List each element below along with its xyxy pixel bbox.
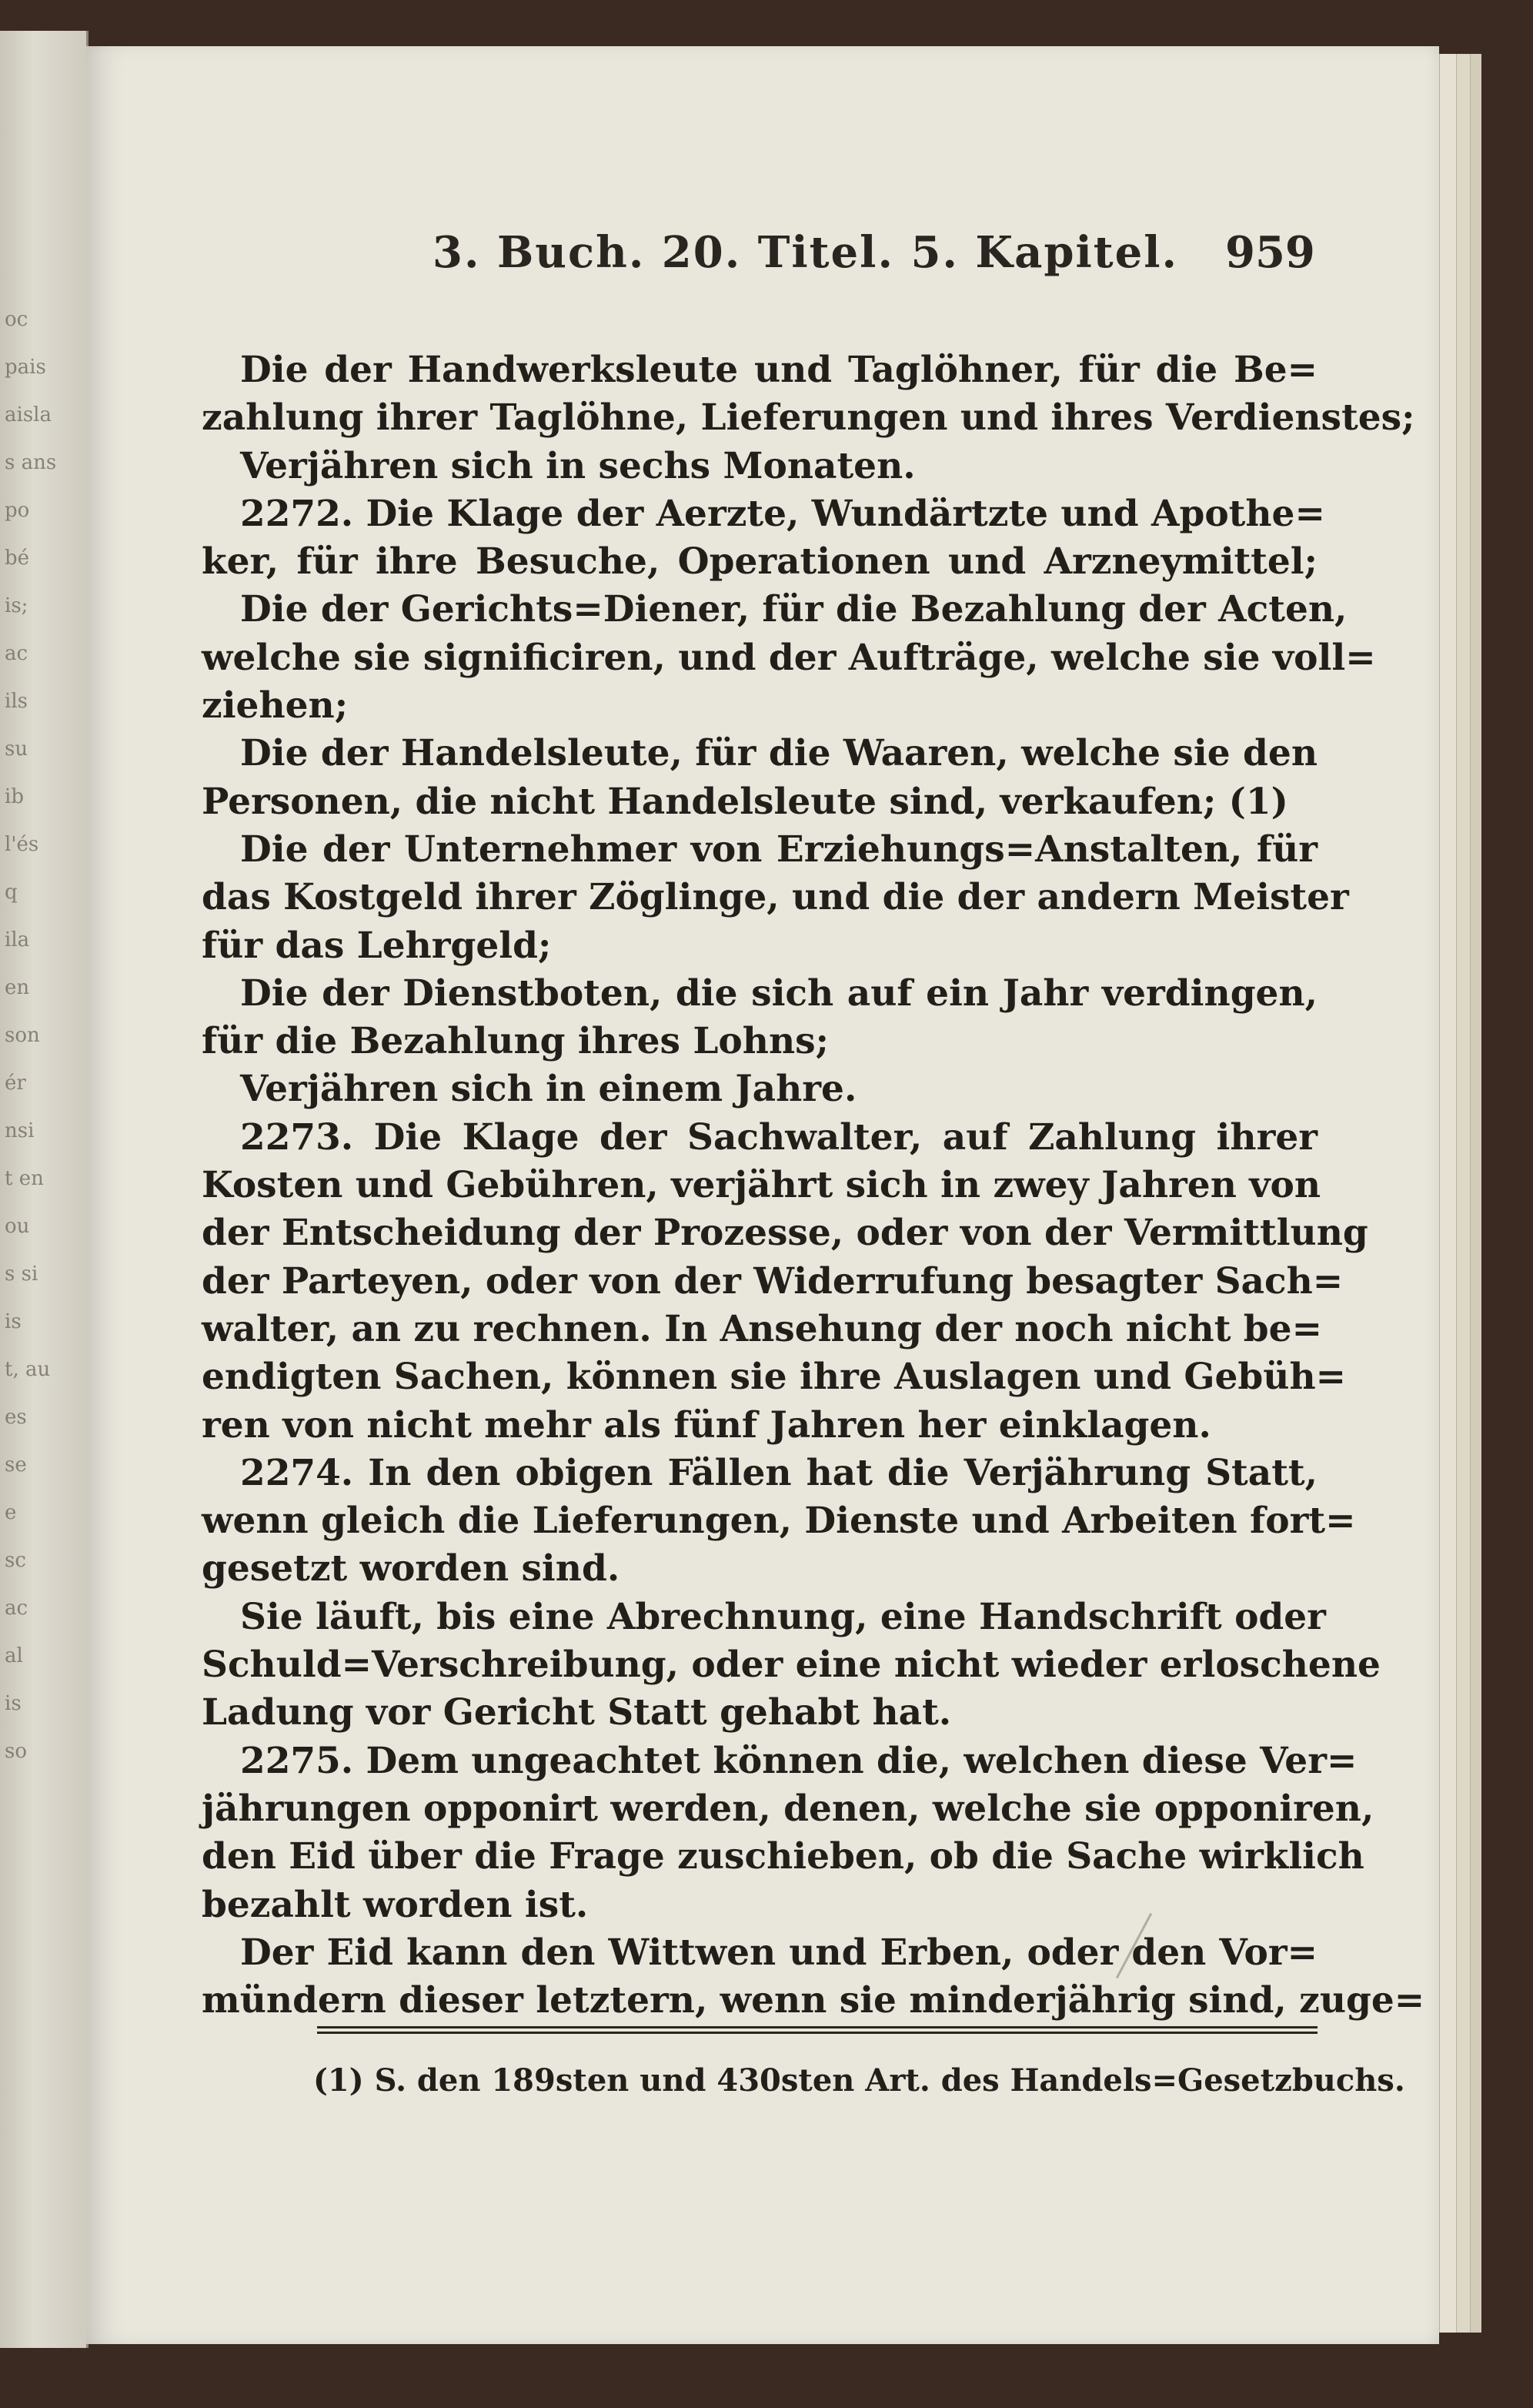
left-page-fragment: t en (5, 1167, 44, 1190)
left-page-fragment: ila (5, 928, 30, 951)
left-page-fragment: nsi (5, 1119, 35, 1142)
left-page-fragment: es (5, 1406, 27, 1429)
text-line: Die der Dienstboten, die sich auf ein Jahr verdingen, (240, 972, 1318, 1015)
page-stack-edge (1439, 54, 1457, 2333)
left-page-fragment: al (5, 1644, 23, 1667)
text-line: Sie läuft, bis eine Abrechnung, eine Handschrift oder (240, 1595, 1326, 1638)
footnote-rule (317, 2026, 1318, 2035)
text-line: 2273. Die Klage der Sachwalter, auf Zahlung ihrer (240, 1115, 1318, 1159)
text-line: ziehen; (202, 684, 349, 727)
left-page-fragment: so (5, 1740, 27, 1763)
text-line: Personen, die nicht Handelsleute sind, verkaufen; (1) (202, 780, 1288, 823)
left-page-fragment: po (5, 499, 30, 522)
left-page-fragment: s ans (5, 451, 57, 474)
left-page-fragment: q (5, 881, 18, 904)
text-line: Die der Gerichts=Diener, für die Bezahlung der Acten, (240, 588, 1348, 631)
text-line: gesetzt worden sind. (202, 1547, 620, 1590)
text-line: Die der Handwerksleute und Taglöhner, für die Be= (240, 349, 1318, 391)
left-page-fragment: ac (5, 1597, 28, 1620)
left-page-fragment: en (5, 976, 30, 999)
left-page-fragment: ou (5, 1215, 30, 1238)
running-title: 3. Buch. 20. Titel. 5. Kapitel. (433, 227, 1179, 278)
left-page-fragment: bé (5, 547, 30, 570)
left-page-fragment: ils (5, 690, 28, 713)
text-line: endigten Sachen, können sie ihre Auslagen und Gebüh= (202, 1356, 1347, 1399)
left-page-fragment: aisla (5, 403, 52, 426)
rule-line (317, 2032, 1318, 2034)
left-page-fragment: l'és (5, 833, 39, 856)
previous-page-edge (0, 31, 89, 2348)
text-line: 2275. Dem ungeachtet können die, welchen diese Ver= (240, 1739, 1358, 1782)
footnote: (1) S. den 189sten und 430sten Art. des Handels=Gesetzbuchs. (313, 2062, 1405, 2099)
text-line: der Parteyen, oder von der Widerrufung besagter Sach= (202, 1259, 1344, 1303)
text-line: walter, an zu rechnen. In Ansehung der noch nicht be= (202, 1307, 1322, 1350)
left-page-fragment: is (5, 1692, 22, 1715)
running-header (394, 227, 1318, 296)
left-page-fragment: ib (5, 785, 24, 808)
left-page-fragment: s si (5, 1263, 38, 1286)
left-page-fragment: t, au (5, 1358, 51, 1381)
page-stack-edge (1456, 54, 1471, 2333)
text-line: mündern dieser letztern, wenn sie minderjährig sind, zuge= (202, 1979, 1425, 2022)
text-line: für die Bezahlung ihres Lohns; (202, 1020, 829, 1063)
left-page-fragment: is; (5, 594, 28, 617)
rule-line (317, 2026, 1318, 2028)
text-line: Ladung vor Gericht Statt gehabt hat. (202, 1691, 952, 1734)
text-line: ren von nicht mehr als fünf Jahren her einklagen. (202, 1403, 1211, 1446)
text-line: ker, für ihre Besuche, Operationen und Arzneymittel; (202, 540, 1318, 584)
left-page-fragment: e (5, 1501, 17, 1524)
left-page-fragment: su (5, 737, 28, 761)
left-page-fragment: son (5, 1024, 40, 1047)
left-page-fragment: ac (5, 642, 28, 665)
text-line: welche sie significiren, und der Aufträge, welche sie voll= (202, 636, 1376, 679)
text-line: zahlung ihrer Taglöhne, Lieferungen und ihres Verdienstes; (202, 396, 1415, 440)
text-line: den Eid über die Frage zuschieben, ob die Sache wirklich (202, 1835, 1364, 1878)
text-line: für das Lehrgeld; (202, 924, 552, 967)
text-line: 2274. In den obigen Fällen hat die Verjährung Statt, (240, 1451, 1318, 1494)
book-page (86, 46, 1439, 2344)
left-page-fragment: se (5, 1453, 27, 1477)
text-line: 2272. Die Klage der Aerzte, Wundärtzte und Apothe= (240, 492, 1325, 535)
text-line: das Kostgeld ihrer Zöglinge, und die der andern Meister (202, 876, 1349, 919)
text-line: Die der Unternehmer von Erziehungs=Anstalten, für (240, 828, 1318, 871)
left-page-fragment: pais (5, 356, 46, 379)
left-page-fragment: oc (5, 308, 28, 331)
page-number: 959 (1225, 227, 1315, 278)
text-line: Verjähren sich in einem Jahre. (240, 1068, 857, 1111)
text-line: Verjähren sich in sechs Monaten. (240, 444, 916, 487)
left-page-fragment: ér (5, 1072, 26, 1095)
left-page-fragment: sc (5, 1549, 26, 1572)
text-line: jährungen opponirt werden, denen, welche sie opponiren, (202, 1787, 1374, 1830)
text-line: wenn gleich die Lieferungen, Dienste und Arbeiten fort= (202, 1500, 1356, 1543)
text-line: Schuld=Verschreibung, oder eine nicht wieder erloschene (202, 1644, 1381, 1687)
text-line: Kosten und Gebühren, verjährt sich in zwey Jahren von (202, 1164, 1321, 1207)
text-line: der Entscheidung der Prozesse, oder von der Vermittlung (202, 1212, 1368, 1255)
text-line: Der Eid kann den Wittwen und Erben, oder den Vor= (240, 1931, 1318, 1974)
text-line: bezahlt worden ist. (202, 1883, 589, 1926)
page-stack-edge (1470, 54, 1481, 2333)
text-line: Die der Handelsleute, für die Waaren, welche sie den (240, 732, 1318, 775)
body-text (202, 346, 1425, 2025)
left-page-fragment: is (5, 1310, 22, 1333)
